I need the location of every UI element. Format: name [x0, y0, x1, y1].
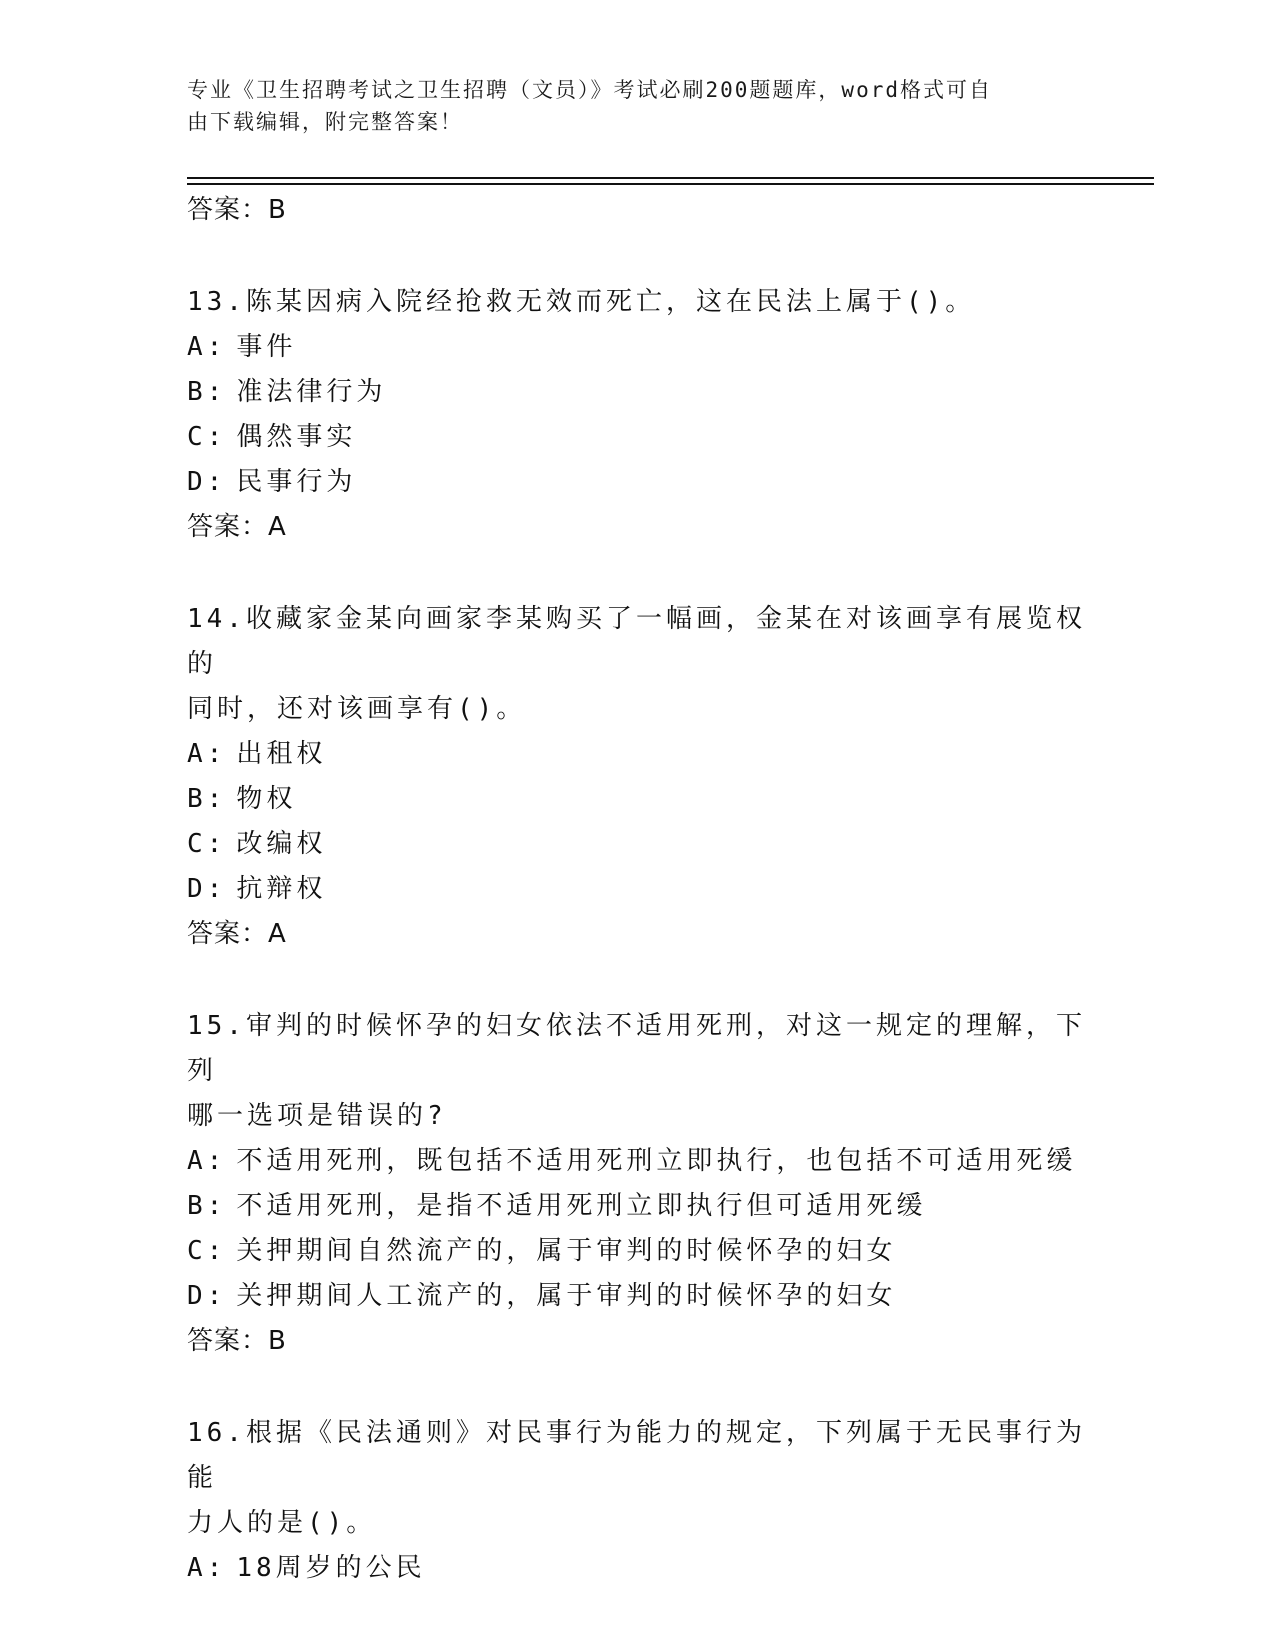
- option-text: 物权: [236, 784, 297, 814]
- option-label: A:: [187, 332, 227, 362]
- option-text: 关押期间自然流产的，属于审判的时候怀孕的妇女: [236, 1236, 897, 1266]
- stem-line: 同时，还对该画享有()。: [187, 694, 527, 724]
- stem-line: 哪一选项是错误的?: [187, 1101, 447, 1131]
- option-a: [187, 1546, 1087, 1591]
- stem-line: 力人的是()。: [187, 1508, 377, 1538]
- header-rule-top: [187, 177, 1154, 179]
- stem-line: 14.收藏家金某向画家李某购买了一幅画，金某在对该画享有展览权的: [187, 604, 1086, 679]
- option-text: 抗辩权: [236, 874, 327, 904]
- option-d: [187, 460, 1087, 505]
- answer-line: 答案：A: [187, 512, 287, 542]
- question-stem: [187, 1004, 1087, 1139]
- option-label: D:: [187, 1281, 227, 1311]
- option-text: 事件: [236, 332, 297, 362]
- option-a: [187, 325, 1087, 370]
- option-label: A:: [187, 1146, 227, 1176]
- answer-line: 答案：B: [187, 1326, 287, 1356]
- page-header: [187, 74, 1067, 138]
- option-text: 18周岁的公民: [236, 1553, 426, 1583]
- question-stem: [187, 1411, 1087, 1546]
- option-b: [187, 370, 1087, 415]
- option-label: D:: [187, 874, 227, 904]
- option-label: C:: [187, 829, 227, 859]
- answer-line: 答案：B: [187, 195, 287, 225]
- spacer: [187, 233, 1087, 280]
- spacer: [187, 957, 1087, 1004]
- option-text: 改编权: [236, 829, 327, 859]
- answer-line: 答案：A: [187, 919, 287, 949]
- option-label: B:: [187, 784, 227, 814]
- stem-line: 15.审判的时候怀孕的妇女依法不适用死刑，对这一规定的理解，下列: [187, 1011, 1086, 1086]
- option-text: 民事行为: [236, 467, 357, 497]
- option-label: C:: [187, 422, 227, 452]
- option-d: [187, 1274, 1087, 1319]
- option-text: 准法律行为: [236, 377, 387, 407]
- option-c: [187, 822, 1087, 867]
- option-d: [187, 867, 1087, 912]
- option-c: [187, 1229, 1087, 1274]
- spacer: [187, 1364, 1087, 1411]
- question-16: [187, 1411, 1087, 1591]
- option-label: B:: [187, 1191, 227, 1221]
- header-rule-bottom: [187, 183, 1154, 185]
- header-line-2: 由下载编辑，附完整答案！: [187, 110, 463, 134]
- option-label: D:: [187, 467, 227, 497]
- option-b: [187, 1184, 1087, 1229]
- option-a: [187, 1139, 1087, 1184]
- option-text: 不适用死刑，是指不适用死刑立即执行但可适用死缓: [236, 1191, 927, 1221]
- option-label: C:: [187, 1236, 227, 1266]
- question-list: [187, 188, 1087, 1591]
- stem-line: 13.陈某因病入院经抢救无效而死亡，这在民法上属于()。: [187, 287, 976, 317]
- question-14: [187, 597, 1087, 957]
- option-text: 出租权: [236, 739, 327, 769]
- stem-line: 16.根据《民法通则》对民事行为能力的规定，下列属于无民事行为能: [187, 1418, 1086, 1493]
- option-a: [187, 732, 1087, 777]
- option-label: A:: [187, 1553, 227, 1583]
- option-text: 不适用死刑，既包括不适用死刑立即执行，也包括不可适用死缓: [236, 1146, 1077, 1176]
- option-label: B:: [187, 377, 227, 407]
- question-stem: [187, 280, 1087, 325]
- option-text: 关押期间人工流产的，属于审判的时候怀孕的妇女: [236, 1281, 897, 1311]
- question-13: [187, 280, 1087, 550]
- option-text: 偶然事实: [236, 422, 357, 452]
- question-15: [187, 1004, 1087, 1364]
- option-label: A:: [187, 739, 227, 769]
- header-line-1: 专业《卫生招聘考试之卫生招聘（文员）》考试必刷200题题库，word格式可自: [187, 78, 992, 102]
- spacer: [187, 550, 1087, 597]
- question-stem: [187, 597, 1087, 732]
- option-b: [187, 777, 1087, 822]
- option-c: [187, 415, 1087, 460]
